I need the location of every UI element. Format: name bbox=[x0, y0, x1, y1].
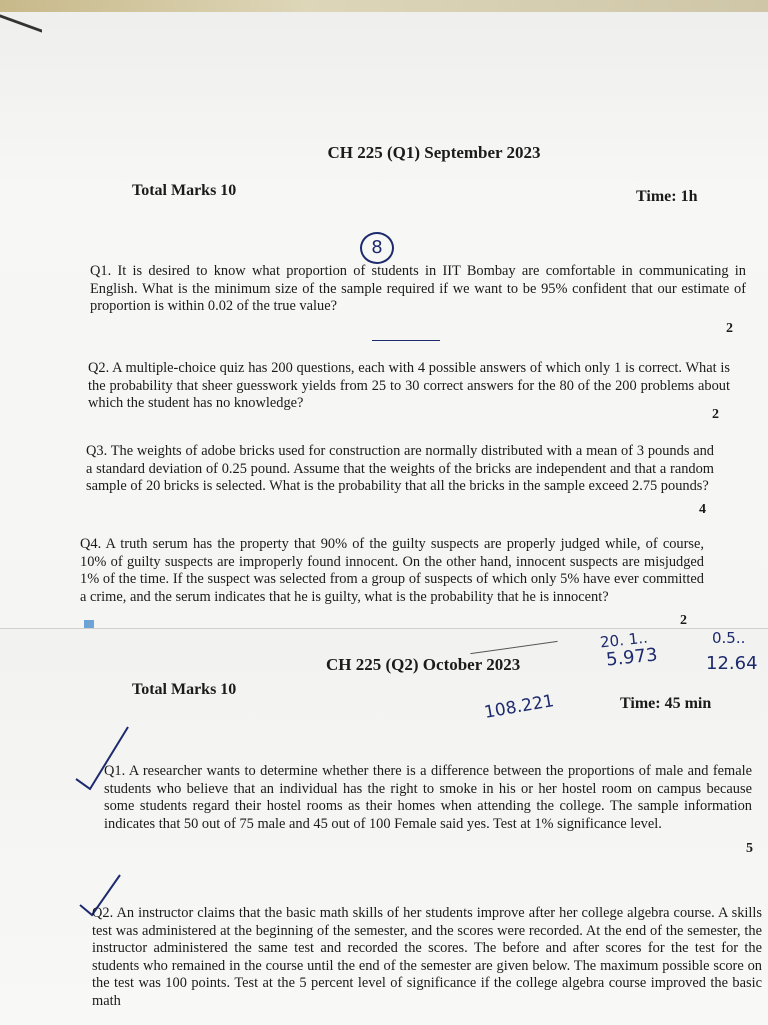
sheet2-total-marks: Total Marks 10 bbox=[132, 681, 237, 698]
sheet1-q2-marks: 2 bbox=[712, 407, 719, 422]
sheet2-question-1: Q1. A researcher wants to determine whether there is a difference between the proportions of male and female students who believe that an individual has the right to smoke in his or her hostel room on campus because some students regard their hostel rooms as their homes when attending the college. The sample information indicates that 50 out of 75 male and 45 out of 100 Female said yes. Test at 1% significance level. bbox=[104, 763, 752, 832]
handwritten-underline bbox=[372, 340, 440, 341]
sheet1-q4-marks: 2 bbox=[680, 613, 687, 628]
handwritten-score: 8 bbox=[371, 237, 383, 258]
question-sheet-2 bbox=[0, 613, 768, 1025]
handwritten-calc-1: 20. 1.. bbox=[599, 628, 649, 652]
handwritten-calc-2: 5.973 bbox=[605, 644, 659, 671]
sheet1-question-1: Q1. It is desired to know what proportion of students in IIT Bombay are comfortable in communicating in English. What is the minimum size of the sample required if we want to be 95% confident that our estimate of proportion is within 0.02 of the true value? bbox=[90, 263, 746, 314]
handwritten-calc-5: 108.221 bbox=[482, 691, 556, 723]
sheet1-question-3: Q3. The weights of adobe bricks used for construction are normally distributed with a mean of 3 pounds and a standard deviation of 0.25 pound. Assume that the weights of the bricks are independent and that a random sample of 20 bricks is selected. What is the probability that all the bricks in the sample exceed 2.75 pounds? bbox=[86, 443, 714, 494]
handwritten-calc-3: 0.5.. bbox=[712, 629, 746, 647]
pen-stroke bbox=[470, 641, 557, 654]
sheet1-title: CH 225 (Q1) September 2023 bbox=[327, 143, 541, 162]
sheet1-q3-marks: 4 bbox=[699, 502, 706, 517]
sheet1-question-4: Q4. A truth serum has the property that 90% of the guilty suspects are properly judged while, of course, 10% of guilty suspects are improperly found innocent. On the other hand, innocent suspects are misjudged 1% of the time. If the suspect was selected from a group of suspects of which only 5% have ever committed a crime, and the serum indicates that he is guilty, what is the probability that he is innocent? bbox=[80, 536, 704, 605]
sheet1-total-marks: Total Marks 10 bbox=[132, 182, 237, 199]
sheet1-q1-marks: 2 bbox=[726, 321, 733, 336]
handwritten-calc-4: 12.64 bbox=[706, 653, 758, 674]
sheet2-q1-marks: 5 bbox=[746, 841, 753, 856]
sheet2-question-2: Q2. An instructor claims that the basic math skills of her students improve after her college algebra course. A skills test was administered at the beginning of the semester, and the scores were recorded. At the end of the semester, the instructor administered the same test and recorded the scores. The before and after scores for the test for the students who remained in the course until the end of the semester are given below. The maximum possible score on the test was 100 points. Test at the 5 percent level of significance if the college algebra course improved the basic math bbox=[92, 905, 762, 1009]
sheet1-time: Time: 1h bbox=[636, 188, 698, 205]
corner-pen-mark bbox=[0, 0, 42, 33]
paper-top-edge bbox=[0, 0, 768, 12]
score-circle bbox=[360, 232, 394, 264]
blue-highlight-mark bbox=[84, 620, 94, 628]
sheet1-question-2: Q2. A multiple-choice quiz has 200 questions, each with 4 possible answers of which only 1 is correct. What is the probability that sheer guesswork yields from 25 to 30 correct answers for the 80 of the 200 problems about which the student has no knowledge? bbox=[88, 360, 730, 411]
sheet2-time: Time: 45 min bbox=[620, 695, 712, 712]
sheet2-title: CH 225 (Q2) October 2023 bbox=[326, 655, 521, 674]
